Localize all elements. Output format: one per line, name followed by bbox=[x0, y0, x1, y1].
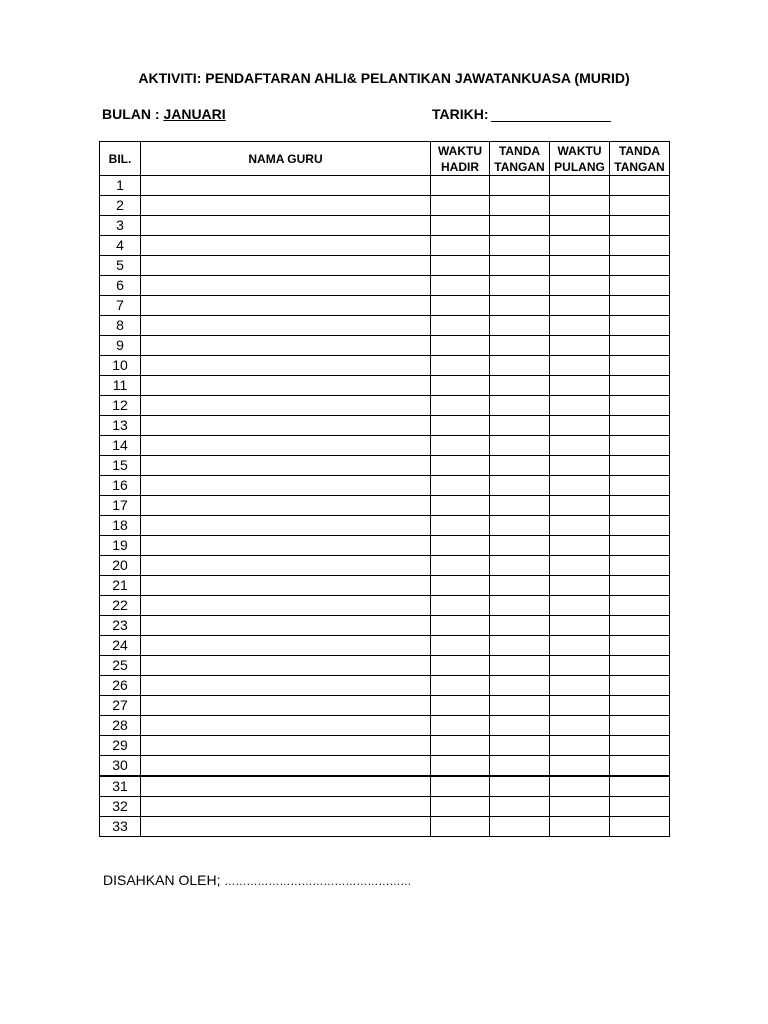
date-field bbox=[432, 106, 611, 122]
table-row bbox=[100, 756, 670, 777]
waktu-pulang-cell[interactable] bbox=[550, 797, 610, 817]
table-row bbox=[100, 636, 670, 656]
waktu-hadir-cell[interactable] bbox=[431, 596, 490, 616]
waktu-hadir-cell[interactable] bbox=[431, 356, 490, 376]
tanda-tangan-hadir-cell[interactable] bbox=[490, 696, 550, 716]
table-row bbox=[100, 556, 670, 576]
tanda-tangan-pulang-cell[interactable] bbox=[610, 236, 670, 256]
header-waktu-hadir-line1: WAKTU bbox=[438, 143, 482, 158]
table-row bbox=[100, 736, 670, 756]
waktu-hadir-cell[interactable] bbox=[431, 276, 490, 296]
tanda-tangan-hadir-cell[interactable] bbox=[490, 716, 550, 736]
nama-guru-cell[interactable] bbox=[141, 276, 431, 296]
tanda-tangan-hadir-cell[interactable] bbox=[490, 516, 550, 536]
waktu-hadir-cell[interactable] bbox=[431, 736, 490, 756]
row-number: 28 bbox=[100, 716, 141, 736]
table-row bbox=[100, 336, 670, 356]
tanda-tangan-pulang-cell[interactable] bbox=[610, 616, 670, 636]
row-number: 12 bbox=[100, 396, 141, 416]
tanda-tangan-pulang-cell[interactable] bbox=[610, 356, 670, 376]
tanda-tangan-hadir-cell[interactable] bbox=[490, 356, 550, 376]
month-value: JANUARI bbox=[163, 106, 226, 122]
waktu-pulang-cell[interactable] bbox=[550, 616, 610, 636]
tanda-tangan-hadir-cell[interactable] bbox=[490, 556, 550, 576]
header-waktu-hadir bbox=[431, 142, 490, 176]
page-title: AKTIVITI: PENDAFTARAN AHLI& PELANTIKAN JAWATANKUASA (MURID) bbox=[138, 70, 630, 86]
tanda-tangan-hadir-cell[interactable] bbox=[490, 776, 550, 797]
nama-guru-cell[interactable] bbox=[141, 516, 431, 536]
waktu-pulang-cell[interactable] bbox=[550, 596, 610, 616]
tanda-tangan-pulang-cell[interactable] bbox=[610, 396, 670, 416]
tanda-tangan-hadir-cell[interactable] bbox=[490, 336, 550, 356]
row-number: 7 bbox=[100, 296, 141, 316]
header-waktu-pulang bbox=[550, 142, 610, 176]
header-nama-guru: NAMA GURU bbox=[141, 142, 431, 176]
tanda-tangan-pulang-cell[interactable] bbox=[610, 716, 670, 736]
table-row bbox=[100, 316, 670, 336]
tanda-tangan-hadir-cell[interactable] bbox=[490, 616, 550, 636]
waktu-pulang-cell[interactable] bbox=[550, 696, 610, 716]
nama-guru-cell[interactable] bbox=[141, 256, 431, 276]
waktu-pulang-cell[interactable] bbox=[550, 316, 610, 336]
table-row bbox=[100, 716, 670, 736]
nama-guru-cell[interactable] bbox=[141, 616, 431, 636]
waktu-pulang-cell[interactable] bbox=[550, 296, 610, 316]
table-row bbox=[100, 576, 670, 596]
table-row bbox=[100, 536, 670, 556]
waktu-pulang-cell[interactable] bbox=[550, 576, 610, 596]
tanda-tangan-hadir-cell[interactable] bbox=[490, 476, 550, 496]
table-header-row bbox=[100, 142, 670, 176]
tanda-tangan-pulang-cell[interactable] bbox=[610, 176, 670, 196]
waktu-pulang-cell[interactable] bbox=[550, 456, 610, 476]
waktu-hadir-cell[interactable] bbox=[431, 336, 490, 356]
nama-guru-cell[interactable] bbox=[141, 496, 431, 516]
waktu-hadir-cell[interactable] bbox=[431, 316, 490, 336]
tanda-tangan-hadir-cell[interactable] bbox=[490, 756, 550, 777]
waktu-hadir-cell[interactable] bbox=[431, 196, 490, 216]
table-row bbox=[100, 216, 670, 236]
row-number: 30 bbox=[100, 756, 141, 777]
table-row bbox=[100, 376, 670, 396]
nama-guru-cell[interactable] bbox=[141, 236, 431, 256]
tanda-tangan-hadir-cell[interactable] bbox=[490, 176, 550, 196]
table-row bbox=[100, 476, 670, 496]
waktu-hadir-cell[interactable] bbox=[431, 376, 490, 396]
waktu-pulang-cell[interactable] bbox=[550, 356, 610, 376]
table-row bbox=[100, 696, 670, 716]
table-row bbox=[100, 416, 670, 436]
tanda-tangan-hadir-cell[interactable] bbox=[490, 296, 550, 316]
nama-guru-cell[interactable] bbox=[141, 176, 431, 196]
nama-guru-cell[interactable] bbox=[141, 536, 431, 556]
nama-guru-cell[interactable] bbox=[141, 756, 431, 777]
row-number: 27 bbox=[100, 696, 141, 716]
waktu-pulang-cell[interactable] bbox=[550, 736, 610, 756]
waktu-hadir-cell[interactable] bbox=[431, 696, 490, 716]
nama-guru-cell[interactable] bbox=[141, 216, 431, 236]
nama-guru-cell[interactable] bbox=[141, 576, 431, 596]
nama-guru-cell[interactable] bbox=[141, 356, 431, 376]
waktu-hadir-cell[interactable] bbox=[431, 656, 490, 676]
table-row bbox=[100, 176, 670, 196]
row-number: 19 bbox=[100, 536, 141, 556]
table-body bbox=[100, 176, 670, 837]
nama-guru-cell[interactable] bbox=[141, 336, 431, 356]
waktu-hadir-cell[interactable] bbox=[431, 576, 490, 596]
waktu-pulang-cell[interactable] bbox=[550, 756, 610, 777]
month-field bbox=[102, 106, 226, 122]
row-number: 32 bbox=[100, 797, 141, 817]
tanda-tangan-hadir-cell[interactable] bbox=[490, 676, 550, 696]
waktu-hadir-cell[interactable] bbox=[431, 496, 490, 516]
header-tanda-tangan-2-line2: TANGAN bbox=[614, 159, 665, 174]
tanda-tangan-hadir-cell[interactable] bbox=[490, 256, 550, 276]
waktu-pulang-cell[interactable] bbox=[550, 476, 610, 496]
nama-guru-cell[interactable] bbox=[141, 196, 431, 216]
tanda-tangan-pulang-cell[interactable] bbox=[610, 776, 670, 797]
table-row bbox=[100, 797, 670, 817]
tanda-tangan-hadir-cell[interactable] bbox=[490, 376, 550, 396]
waktu-pulang-cell[interactable] bbox=[550, 536, 610, 556]
tanda-tangan-hadir-cell[interactable] bbox=[490, 736, 550, 756]
tanda-tangan-hadir-cell[interactable] bbox=[490, 496, 550, 516]
row-number: 17 bbox=[100, 496, 141, 516]
tanda-tangan-pulang-cell[interactable] bbox=[610, 797, 670, 817]
table-row bbox=[100, 516, 670, 536]
tanda-tangan-pulang-cell[interactable] bbox=[610, 436, 670, 456]
waktu-hadir-cell[interactable] bbox=[431, 396, 490, 416]
nama-guru-cell[interactable] bbox=[141, 797, 431, 817]
nama-guru-cell[interactable] bbox=[141, 416, 431, 436]
table-row bbox=[100, 616, 670, 636]
nama-guru-cell[interactable] bbox=[141, 556, 431, 576]
table-row bbox=[100, 236, 670, 256]
nama-guru-cell[interactable] bbox=[141, 696, 431, 716]
tanda-tangan-pulang-cell[interactable] bbox=[610, 416, 670, 436]
nama-guru-cell[interactable] bbox=[141, 656, 431, 676]
tanda-tangan-hadir-cell[interactable] bbox=[490, 216, 550, 236]
waktu-hadir-cell[interactable] bbox=[431, 756, 490, 777]
approval-line bbox=[103, 872, 411, 888]
table-row bbox=[100, 436, 670, 456]
waktu-hadir-cell[interactable] bbox=[431, 716, 490, 736]
tanda-tangan-hadir-cell[interactable] bbox=[490, 316, 550, 336]
tanda-tangan-pulang-cell[interactable] bbox=[610, 316, 670, 336]
waktu-pulang-cell[interactable] bbox=[550, 276, 610, 296]
tanda-tangan-pulang-cell[interactable] bbox=[610, 196, 670, 216]
waktu-pulang-cell[interactable] bbox=[550, 636, 610, 656]
header-tanda-tangan-1 bbox=[490, 142, 550, 176]
waktu-hadir-cell[interactable] bbox=[431, 236, 490, 256]
waktu-pulang-cell[interactable] bbox=[550, 656, 610, 676]
nama-guru-cell[interactable] bbox=[141, 316, 431, 336]
waktu-pulang-cell[interactable] bbox=[550, 396, 610, 416]
waktu-hadir-cell[interactable] bbox=[431, 456, 490, 476]
tanda-tangan-pulang-cell[interactable] bbox=[610, 696, 670, 716]
waktu-hadir-cell[interactable] bbox=[431, 616, 490, 636]
approval-dots[interactable]: …………………………………………… bbox=[224, 876, 412, 888]
tanda-tangan-pulang-cell[interactable] bbox=[610, 496, 670, 516]
nama-guru-cell[interactable] bbox=[141, 817, 431, 837]
waktu-pulang-cell[interactable] bbox=[550, 436, 610, 456]
waktu-pulang-cell[interactable] bbox=[550, 716, 610, 736]
table-row bbox=[100, 456, 670, 476]
waktu-hadir-cell[interactable] bbox=[431, 516, 490, 536]
date-label: TARIKH: bbox=[432, 106, 489, 122]
row-number: 4 bbox=[100, 236, 141, 256]
waktu-pulang-cell[interactable] bbox=[550, 376, 610, 396]
tanda-tangan-hadir-cell[interactable] bbox=[490, 416, 550, 436]
tanda-tangan-pulang-cell[interactable] bbox=[610, 576, 670, 596]
tanda-tangan-hadir-cell[interactable] bbox=[490, 576, 550, 596]
nama-guru-cell[interactable] bbox=[141, 636, 431, 656]
header-tanda-tangan-1-line1: TANDA bbox=[498, 143, 541, 158]
nama-guru-cell[interactable] bbox=[141, 376, 431, 396]
nama-guru-cell[interactable] bbox=[141, 676, 431, 696]
waktu-pulang-cell[interactable] bbox=[550, 776, 610, 797]
header-tanda-tangan-2 bbox=[610, 142, 670, 176]
row-number: 31 bbox=[100, 776, 141, 797]
waktu-hadir-cell[interactable] bbox=[431, 416, 490, 436]
nama-guru-cell[interactable] bbox=[141, 716, 431, 736]
table-row bbox=[100, 256, 670, 276]
nama-guru-cell[interactable] bbox=[141, 476, 431, 496]
row-number: 13 bbox=[100, 416, 141, 436]
waktu-pulang-cell[interactable] bbox=[550, 236, 610, 256]
tanda-tangan-pulang-cell[interactable] bbox=[610, 736, 670, 756]
row-number: 3 bbox=[100, 216, 141, 236]
waktu-pulang-cell[interactable] bbox=[550, 817, 610, 837]
tanda-tangan-hadir-cell[interactable] bbox=[490, 196, 550, 216]
tanda-tangan-pulang-cell[interactable] bbox=[610, 296, 670, 316]
row-number: 21 bbox=[100, 576, 141, 596]
tanda-tangan-pulang-cell[interactable] bbox=[610, 676, 670, 696]
row-number: 33 bbox=[100, 817, 141, 837]
nama-guru-cell[interactable] bbox=[141, 776, 431, 797]
tanda-tangan-pulang-cell[interactable] bbox=[610, 456, 670, 476]
waktu-pulang-cell[interactable] bbox=[550, 556, 610, 576]
waktu-hadir-cell[interactable] bbox=[431, 296, 490, 316]
row-number: 10 bbox=[100, 356, 141, 376]
waktu-pulang-cell[interactable] bbox=[550, 216, 610, 236]
header-waktu-pulang-line1: WAKTU bbox=[557, 143, 602, 158]
table-row bbox=[100, 776, 670, 797]
tanda-tangan-pulang-cell[interactable] bbox=[610, 656, 670, 676]
waktu-hadir-cell[interactable] bbox=[431, 536, 490, 556]
table-row bbox=[100, 496, 670, 516]
tanda-tangan-hadir-cell[interactable] bbox=[490, 596, 550, 616]
table-row bbox=[100, 676, 670, 696]
row-number: 25 bbox=[100, 656, 141, 676]
tanda-tangan-pulang-cell[interactable] bbox=[610, 336, 670, 356]
waktu-hadir-cell[interactable] bbox=[431, 776, 490, 797]
date-blank-line[interactable] bbox=[491, 107, 611, 122]
nama-guru-cell[interactable] bbox=[141, 436, 431, 456]
tanda-tangan-pulang-cell[interactable] bbox=[610, 516, 670, 536]
row-number: 5 bbox=[100, 256, 141, 276]
header-tanda-tangan-1-line2: TANGAN bbox=[494, 159, 545, 174]
row-number: 26 bbox=[100, 676, 141, 696]
nama-guru-cell[interactable] bbox=[141, 396, 431, 416]
attendance-table bbox=[99, 141, 670, 837]
tanda-tangan-hadir-cell[interactable] bbox=[490, 436, 550, 456]
waktu-hadir-cell[interactable] bbox=[431, 636, 490, 656]
row-number: 23 bbox=[100, 616, 141, 636]
nama-guru-cell[interactable] bbox=[141, 456, 431, 476]
waktu-hadir-cell[interactable] bbox=[431, 436, 490, 456]
tanda-tangan-pulang-cell[interactable] bbox=[610, 376, 670, 396]
tanda-tangan-pulang-cell[interactable] bbox=[610, 817, 670, 837]
waktu-hadir-cell[interactable] bbox=[431, 556, 490, 576]
header-bil: BIL. bbox=[100, 142, 141, 176]
table-row bbox=[100, 656, 670, 676]
waktu-hadir-cell[interactable] bbox=[431, 176, 490, 196]
tanda-tangan-pulang-cell[interactable] bbox=[610, 636, 670, 656]
table-row bbox=[100, 596, 670, 616]
header-tanda-tangan-2-line1: TANDA bbox=[618, 143, 661, 158]
tanda-tangan-hadir-cell[interactable] bbox=[490, 396, 550, 416]
row-number: 9 bbox=[100, 336, 141, 356]
tanda-tangan-pulang-cell[interactable] bbox=[610, 476, 670, 496]
nama-guru-cell[interactable] bbox=[141, 596, 431, 616]
waktu-hadir-cell[interactable] bbox=[431, 256, 490, 276]
tanda-tangan-pulang-cell[interactable] bbox=[610, 556, 670, 576]
tanda-tangan-hadir-cell[interactable] bbox=[490, 276, 550, 296]
waktu-pulang-cell[interactable] bbox=[550, 256, 610, 276]
waktu-hadir-cell[interactable] bbox=[431, 797, 490, 817]
table-row bbox=[100, 356, 670, 376]
table-row bbox=[100, 196, 670, 216]
header-waktu-pulang-line2: PULANG bbox=[554, 159, 605, 174]
row-number: 11 bbox=[100, 376, 141, 396]
row-number: 8 bbox=[100, 316, 141, 336]
tanda-tangan-hadir-cell[interactable] bbox=[490, 456, 550, 476]
tanda-tangan-hadir-cell[interactable] bbox=[490, 236, 550, 256]
table-row bbox=[100, 296, 670, 316]
row-number: 2 bbox=[100, 196, 141, 216]
waktu-pulang-cell[interactable] bbox=[550, 676, 610, 696]
tanda-tangan-pulang-cell[interactable] bbox=[610, 536, 670, 556]
row-number: 29 bbox=[100, 736, 141, 756]
tanda-tangan-pulang-cell[interactable] bbox=[610, 276, 670, 296]
row-number: 6 bbox=[100, 276, 141, 296]
row-number: 14 bbox=[100, 436, 141, 456]
waktu-hadir-cell[interactable] bbox=[431, 817, 490, 837]
tanda-tangan-hadir-cell[interactable] bbox=[490, 636, 550, 656]
waktu-pulang-cell[interactable] bbox=[550, 196, 610, 216]
waktu-pulang-cell[interactable] bbox=[550, 516, 610, 536]
tanda-tangan-hadir-cell[interactable] bbox=[490, 656, 550, 676]
table-row bbox=[100, 396, 670, 416]
tanda-tangan-hadir-cell[interactable] bbox=[490, 797, 550, 817]
row-number: 20 bbox=[100, 556, 141, 576]
tanda-tangan-pulang-cell[interactable] bbox=[610, 256, 670, 276]
tanda-tangan-pulang-cell[interactable] bbox=[610, 216, 670, 236]
table-row bbox=[100, 817, 670, 837]
row-number: 1 bbox=[100, 176, 141, 196]
waktu-pulang-cell[interactable] bbox=[550, 176, 610, 196]
waktu-hadir-cell[interactable] bbox=[431, 476, 490, 496]
tanda-tangan-pulang-cell[interactable] bbox=[610, 596, 670, 616]
waktu-hadir-cell[interactable] bbox=[431, 216, 490, 236]
table-row bbox=[100, 276, 670, 296]
row-number: 15 bbox=[100, 456, 141, 476]
row-number: 22 bbox=[100, 596, 141, 616]
nama-guru-cell[interactable] bbox=[141, 296, 431, 316]
approval-label: DISAHKAN OLEH; bbox=[103, 872, 225, 888]
waktu-hadir-cell[interactable] bbox=[431, 676, 490, 696]
waktu-pulang-cell[interactable] bbox=[550, 336, 610, 356]
waktu-pulang-cell[interactable] bbox=[550, 416, 610, 436]
month-label: BULAN : bbox=[102, 106, 164, 122]
tanda-tangan-hadir-cell[interactable] bbox=[490, 536, 550, 556]
tanda-tangan-hadir-cell[interactable] bbox=[490, 817, 550, 837]
row-number: 16 bbox=[100, 476, 141, 496]
row-number: 18 bbox=[100, 516, 141, 536]
header-waktu-hadir-line2: HADIR bbox=[441, 159, 479, 174]
nama-guru-cell[interactable] bbox=[141, 736, 431, 756]
waktu-pulang-cell[interactable] bbox=[550, 496, 610, 516]
tanda-tangan-pulang-cell[interactable] bbox=[610, 756, 670, 777]
row-number: 24 bbox=[100, 636, 141, 656]
